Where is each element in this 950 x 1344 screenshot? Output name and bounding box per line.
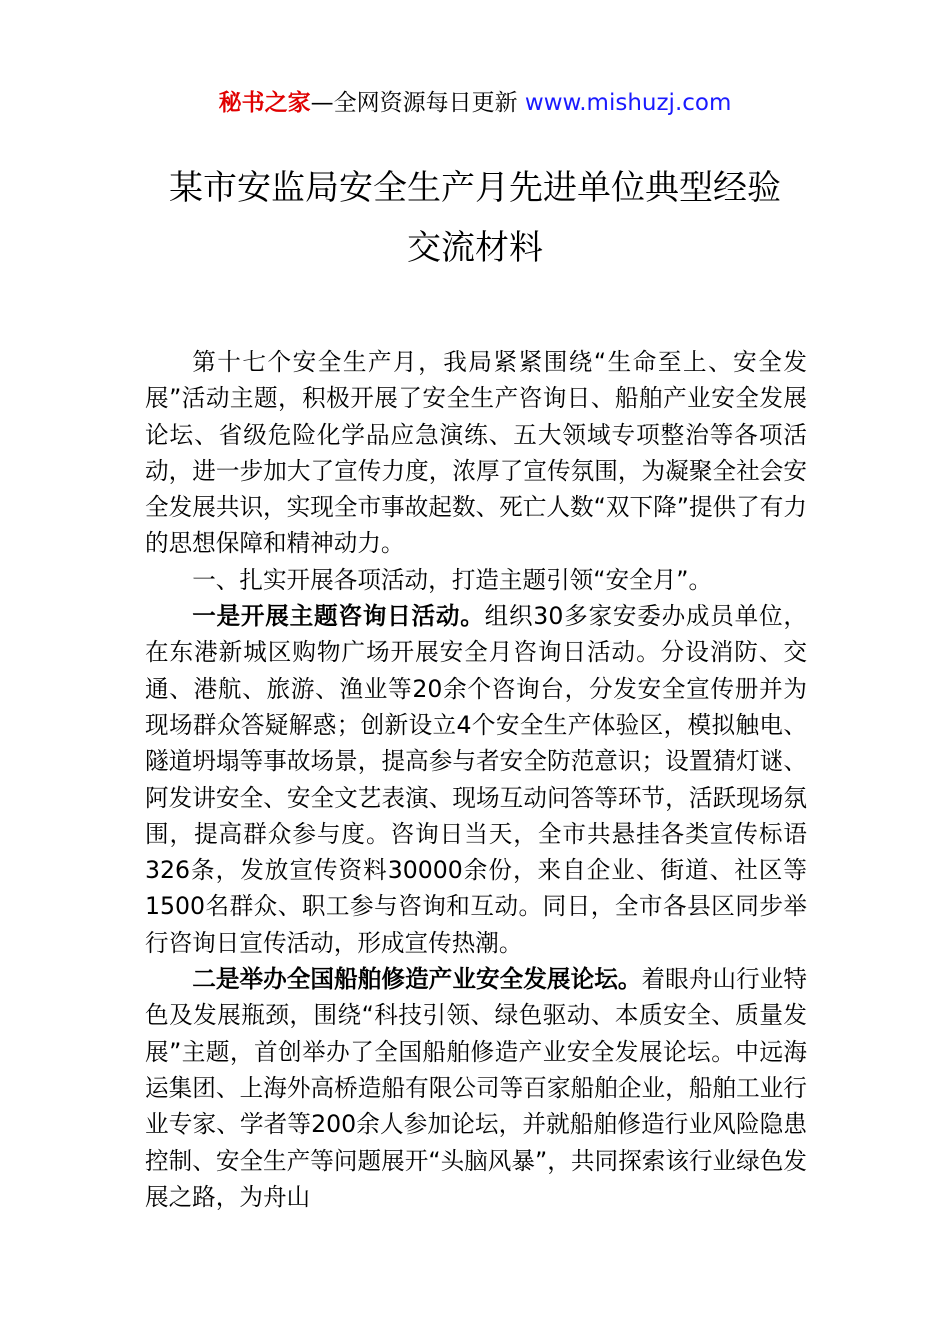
paragraph-ship-forum: [145, 961, 807, 1215]
title-line-1: 某市安监局安全生产月先进单位典型经验: [169, 168, 781, 208]
title-line-2: 交流材料: [407, 228, 543, 268]
paragraph-text-forum: 着眼舟山行业特色及发展瓶颈，围绕“科技引领、绿色驱动、本质安全、质量发展”主题，首创举办了全国船舶修造产业安全发展论坛。中远海运集团、上海外高桥造船有限公司等百家船舶企业，船舶工业行业专家、学者等200余人参加论坛，并就船舶修造行业风险隐患控制、安全生产等问题展开“头脑风暴”，共同探索该行业绿色发展之路，为舟山: [145, 965, 808, 1211]
section-heading-1: 一、扎实开展各项活动，打造主题引领“安全月”。: [192, 565, 713, 594]
document-title: [60, 158, 890, 278]
site-header: [0, 86, 950, 120]
paragraph-intro: 第十七个安全生产月，我局紧紧围绕“生命至上、安全发展”活动主题，积极开展了安全生产咨询日、船舶产业安全发展论坛、省级危险化学品应急演练、五大领域专项整治等各项活动，进一步加大了宣传力度，浓厚了宣传氛围，为凝聚全社会安全发展共识，实现全市事故起数、死亡人数“双下降”提供了有力的思想保障和精神动力。: [145, 348, 807, 558]
document-body: [145, 344, 807, 1215]
site-tagline: —全网资源每日更新: [310, 90, 518, 116]
paragraph-lead-forum: 二是举办全国船舶修造产业安全发展论坛。: [192, 965, 642, 994]
paragraph-consultation-day: [145, 598, 807, 961]
paragraph-lead-consultation: 一是开展主题咨询日活动。: [192, 602, 485, 631]
paragraph-text-consultation: 组织30多家安委办成员单位，在东港新城区购物广场开展安全月咨询日活动。分设消防、交通、港航、旅游、渔业等20余个咨询台，分发安全宣传册并为现场群众答疑解惑；创新设立4个安全生产体验区，模拟触电、隧道坍塌等事故场景，提高参与者安全防范意识；设置猜灯谜、阿发讲安全、安全文艺表演、现场互动问答等环节，活跃现场氛围，提高群众参与度。咨询日当天，全市共悬挂各类宣传标语326条，发放宣传资料30000余份，来自企业、街道、社区等1500名群众、职工参与咨询和互动。同日，全市各县区同步举行咨询日宣传活动，形成宣传热潮。: [145, 602, 807, 957]
site-brand: 秘书之家: [218, 90, 311, 116]
site-url-link[interactable]: www.mishuzj.com: [524, 90, 732, 116]
